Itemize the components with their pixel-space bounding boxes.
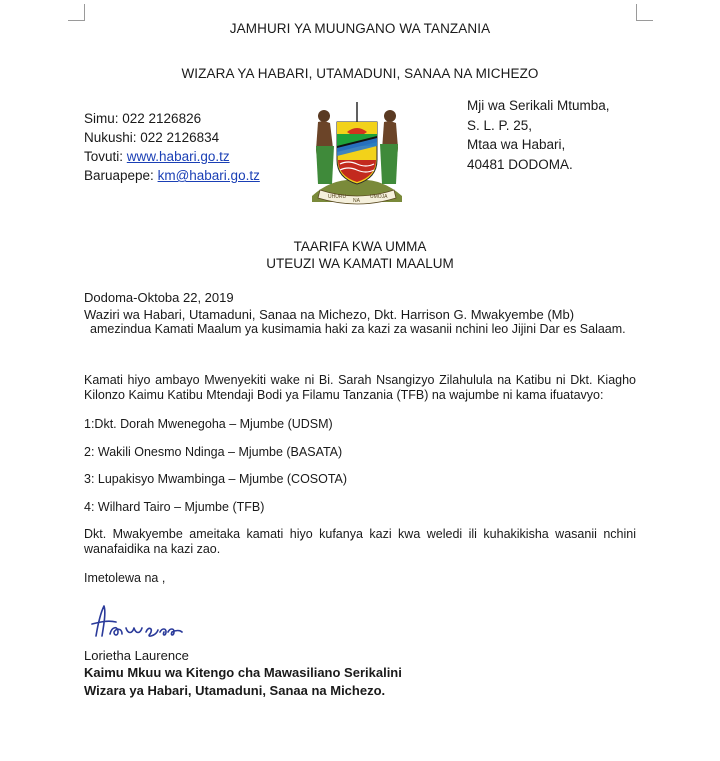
contact-phone: Simu: 022 2126826 xyxy=(84,111,202,126)
paragraph-announcement-continued: amezindua Kamati Maalum ya kusimamia haki za kazi za wasanii nchini leo Jijini Dar es Salaam. xyxy=(90,322,626,336)
member-item: 1:Dkt. Dorah Mwenegoha – Mjumbe (UDSM) xyxy=(84,417,333,431)
notice-title: TAARIFA KWA UMMA xyxy=(293,239,427,254)
signature-stroke xyxy=(92,606,182,636)
emblem-motto-left: UHURU xyxy=(328,194,347,200)
header-ministry: WIZARA YA HABARI, UTAMADUNI, SANAA NA MICHEZO xyxy=(181,66,539,81)
signatory-ministry: Wizara ya Habari, Utamaduni, Sanaa na Michezo. xyxy=(84,683,386,698)
signatory-name: Lorietha Laurence xyxy=(84,648,189,663)
emblem-woman-cloth xyxy=(380,144,398,184)
address-line-1: Mji wa Serikali Mtumba, xyxy=(467,98,610,113)
paragraph-committee: Kamati hiyo ambayo Mwenyekiti wake ni Bi. Sarah Nsangizyo Zilahulula na Katibu ni Dkt. Kiagho Kilonzo Kaimu Katibu Mtendaji Bodi ya Filamu Tanzania (TFB) na wajumbe ni kama ifuatavyo: xyxy=(84,373,636,402)
emblem-motto-center: NA xyxy=(353,198,360,204)
contact-email-link[interactable]: km@habari.go.tz xyxy=(157,168,260,183)
header-republic: JAMHURI YA MUUNGANO WA TANZANIA xyxy=(229,21,491,36)
handwritten-signature xyxy=(86,600,186,644)
emblem-woman-head xyxy=(384,110,396,122)
contact-email xyxy=(84,166,260,185)
crop-mark-top-right xyxy=(636,4,653,21)
member-item: 3: Lupakisyo Mwambinga – Mjumbe (COSOTA) xyxy=(84,472,348,486)
crop-mark-top-left xyxy=(68,4,85,21)
dateline: Dodoma-Oktoba 22, 2019 xyxy=(84,290,234,305)
member-item: 4: Wilhard Tairo – Mjumbe (TFB) xyxy=(84,500,265,514)
contact-email-label: Baruapepe: xyxy=(84,168,154,183)
contact-block xyxy=(84,109,260,185)
coat-of-arms-icon xyxy=(302,98,412,210)
notice-subtitle: UTEUZI WA KAMATI MAALUM xyxy=(266,256,454,271)
signed-by-label: Imetolewa na , xyxy=(84,571,166,585)
emblem-motto-right: UMOJA xyxy=(370,194,388,200)
emblem-man-head xyxy=(318,110,330,122)
member-item: 2: Wakili Onesmo Ndinga – Mjumbe (BASATA) xyxy=(84,445,343,459)
contact-web xyxy=(84,147,260,166)
contact-web-link[interactable]: www.habari.go.tz xyxy=(126,149,230,164)
signatory-title: Kaimu Mkuu wa Kitengo cha Mawasiliano Serikalini xyxy=(84,665,402,680)
emblem-man-cloth xyxy=(316,146,334,184)
address-line-4: 40481 DODOMA. xyxy=(467,156,573,172)
address-line-3: Mtaa wa Habari, xyxy=(467,137,566,152)
address-block xyxy=(467,96,610,174)
contact-fax: Nukushi: 022 2126834 xyxy=(84,130,220,145)
contact-web-label: Tovuti: xyxy=(84,149,124,164)
paragraph-directive: Dkt. Mwakyembe ameitaka kamati hiyo kufanya kazi kwa weledi ili kuhakikisha wasanii nchini wanafaidika na kazi zao. xyxy=(84,527,636,556)
paragraph-announcement xyxy=(84,307,636,337)
paragraph-announcement-lead: Waziri wa Habari, Utamaduni, Sanaa na Michezo, Dkt. Harrison G. Mwakyembe (Mb) xyxy=(84,307,575,322)
address-line-2: S. L. P. 25, xyxy=(467,117,533,133)
